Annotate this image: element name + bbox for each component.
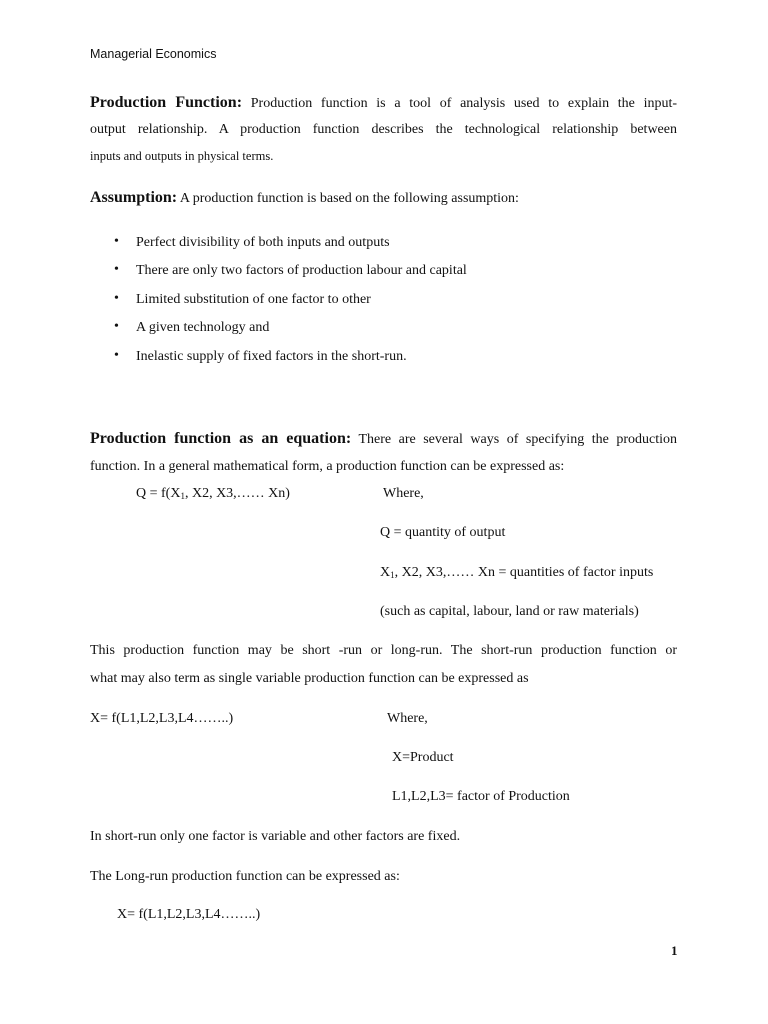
bullet-item: Inelastic supply of fixed factors in the short-run.	[136, 349, 407, 364]
bullet-marker: •	[114, 348, 119, 363]
production-function-paragraph-line2: output relationship. A production function describes the technological relationship between	[90, 122, 677, 137]
page-number: 1	[671, 943, 678, 958]
examples-line: (such as capital, labour, land or raw materials)	[380, 604, 639, 619]
assumption-line	[90, 189, 519, 207]
subscript: 1	[180, 491, 185, 501]
assumption-heading: Assumption:	[90, 189, 178, 206]
equation-x-long-run: X= f(L1,L2,L3,L4……..)	[117, 907, 261, 922]
short-run-line1: This production function may be short -run or long-run. The short-run production function or	[90, 643, 677, 658]
equation-x-short-run: X= f(L1,L2,L3,L4……..)	[90, 711, 234, 726]
x-product-definition: X=Product	[392, 750, 454, 765]
long-run-intro: The Long-run production function can be expressed as:	[90, 869, 400, 884]
bullet-marker: •	[114, 262, 119, 277]
equation-text: , X2, X3,…… Xn)	[184, 486, 290, 501]
x-definition	[380, 565, 653, 581]
bullet-marker: •	[114, 234, 119, 249]
l-factor-definition: L1,L2,L3= factor of Production	[392, 789, 570, 804]
q-definition: Q = quantity of output	[380, 525, 506, 540]
definition-text: X	[380, 565, 391, 580]
assumption-intro: A production function is based on the following assumption:	[179, 191, 519, 206]
equation-text: Q = f(X	[136, 486, 181, 501]
subscript: 1	[390, 570, 395, 580]
bullet-item: Limited substitution of one factor to other	[136, 292, 371, 307]
production-function-paragraph-line3: inputs and outputs in physical terms.	[90, 149, 274, 163]
equation-section-line2: function. In a general mathematical form, a production function can be expressed as:	[90, 459, 565, 474]
equation-q	[136, 486, 290, 502]
short-run-line2: what may also term as single variable production function can be expressed as	[90, 671, 529, 686]
where-label: Where,	[383, 486, 424, 501]
bullet-item: Perfect divisibility of both inputs and outputs	[136, 235, 390, 250]
bullet-item: There are only two factors of production labour and capital	[136, 263, 467, 278]
bullet-marker: •	[114, 319, 119, 334]
running-header: Managerial Economics	[90, 47, 217, 61]
equation-section-line1	[90, 430, 677, 448]
production-function-paragraph-line1	[90, 94, 677, 112]
bullet-item: A given technology and	[136, 320, 270, 335]
where-label: Where,	[387, 711, 428, 726]
paragraph-text: There are several ways of specifying the production	[358, 432, 678, 447]
bullet-marker: •	[114, 291, 119, 306]
equation-heading: Production function as an equation:	[90, 430, 352, 447]
definition-text: , X2, X3,…… Xn = quantities of factor inputs	[394, 565, 654, 580]
short-run-note: In short-run only one factor is variable and other factors are fixed.	[90, 829, 461, 844]
production-function-heading: Production Function:	[90, 94, 243, 111]
paragraph-text: Production function is a tool of analysis used to explain the input-	[250, 96, 678, 111]
